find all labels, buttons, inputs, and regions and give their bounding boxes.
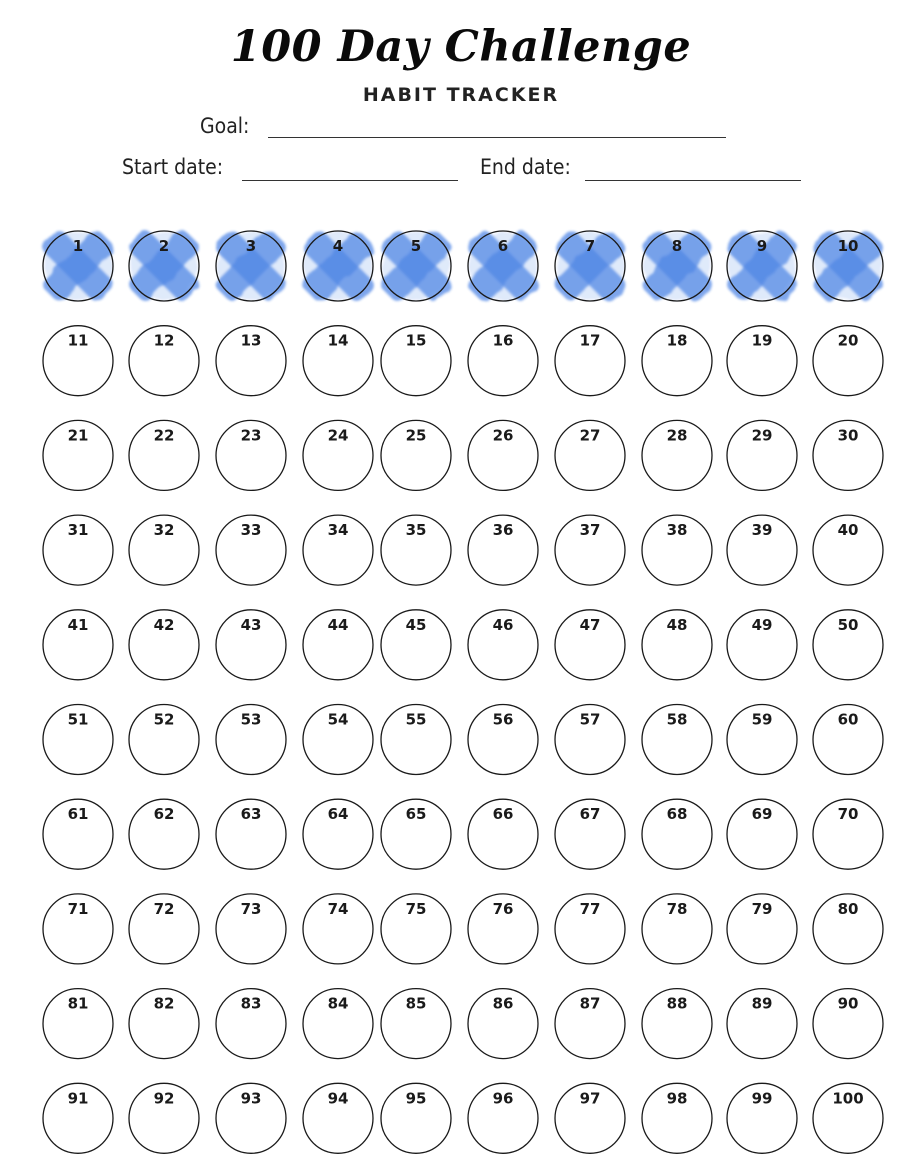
end-date-label: End date: [480, 155, 571, 179]
day-cell[interactable] [381, 326, 451, 396]
day-number: 29 [751, 426, 773, 445]
day-number: 26 [492, 426, 514, 445]
day-number: 46 [492, 615, 514, 634]
day-number: 15 [405, 331, 427, 350]
day-cell[interactable] [129, 610, 199, 680]
day-number: 8 [671, 237, 683, 255]
day-cell[interactable] [810, 228, 886, 304]
day-cell[interactable] [43, 894, 113, 964]
day-cell[interactable] [216, 515, 286, 585]
day-cell[interactable] [813, 326, 883, 396]
day-number: 53 [240, 710, 262, 729]
day-number: 90 [837, 994, 859, 1013]
day-number: 16 [492, 331, 514, 350]
day-number: 64 [327, 805, 349, 824]
day-number: 86 [492, 994, 514, 1013]
day-cell[interactable] [303, 420, 373, 490]
day-number: 51 [67, 710, 89, 729]
day-number: 14 [327, 331, 349, 350]
day-number: 74 [327, 899, 349, 918]
day-number: 69 [751, 805, 773, 824]
day-cell[interactable] [555, 515, 625, 585]
day-cell[interactable] [303, 326, 373, 396]
day-number: 28 [666, 426, 688, 445]
day-cell[interactable] [468, 989, 538, 1059]
day-cell[interactable] [642, 515, 712, 585]
day-cell[interactable] [468, 705, 538, 775]
day-number: 52 [153, 710, 175, 729]
day-cell[interactable] [303, 989, 373, 1059]
day-number: 84 [327, 994, 349, 1013]
day-cell[interactable] [555, 1083, 625, 1153]
day-cell[interactable] [129, 1083, 199, 1153]
day-number: 99 [751, 1089, 773, 1108]
day-cell[interactable] [813, 799, 883, 869]
day-number: 63 [240, 805, 262, 824]
day-cell[interactable] [468, 610, 538, 680]
day-cell[interactable] [642, 989, 712, 1059]
day-number: 7 [584, 237, 596, 255]
day-number: 3 [245, 237, 257, 255]
day-cell[interactable] [642, 326, 712, 396]
day-cell[interactable] [642, 610, 712, 680]
day-cell[interactable] [727, 515, 797, 585]
day-cell[interactable] [555, 610, 625, 680]
day-cell[interactable] [813, 610, 883, 680]
day-cell[interactable] [381, 515, 451, 585]
day-cell[interactable] [727, 326, 797, 396]
day-number: 38 [666, 521, 688, 540]
day-cell[interactable] [555, 894, 625, 964]
day-number: 81 [67, 994, 89, 1013]
day-cell[interactable] [216, 1083, 286, 1153]
day-cell[interactable] [468, 420, 538, 490]
day-number: 41 [67, 615, 89, 634]
day-number: 42 [153, 615, 175, 634]
day-cell[interactable] [813, 894, 883, 964]
day-cell[interactable] [216, 610, 286, 680]
day-number: 59 [751, 710, 773, 729]
day-number: 62 [153, 805, 175, 824]
day-number: 55 [405, 710, 427, 729]
day-cell[interactable] [43, 610, 113, 680]
day-number: 91 [67, 1089, 89, 1108]
day-cell[interactable] [468, 799, 538, 869]
day-cell[interactable] [216, 705, 286, 775]
day-cell[interactable] [129, 894, 199, 964]
day-cell[interactable] [303, 705, 373, 775]
day-number: 76 [492, 899, 514, 918]
day-cell[interactable] [642, 705, 712, 775]
day-cell[interactable] [642, 420, 712, 490]
day-number: 88 [666, 994, 688, 1013]
day-number: 95 [405, 1089, 427, 1108]
day-number: 6 [497, 237, 509, 255]
day-number: 19 [751, 331, 773, 350]
day-cell[interactable] [43, 326, 113, 396]
day-cell[interactable] [642, 1083, 712, 1153]
day-cell[interactable] [555, 326, 625, 396]
day-number: 49 [751, 615, 773, 634]
day-number: 73 [240, 899, 262, 918]
day-cell[interactable] [216, 420, 286, 490]
day-number: 65 [405, 805, 427, 824]
day-number: 17 [579, 331, 601, 350]
day-cell[interactable] [303, 799, 373, 869]
day-number: 13 [240, 331, 262, 350]
day-number: 98 [666, 1089, 688, 1108]
day-number: 93 [240, 1089, 262, 1108]
day-cell[interactable] [213, 228, 289, 304]
day-cell[interactable] [129, 989, 199, 1059]
day-number: 25 [405, 426, 427, 445]
day-number: 30 [837, 426, 859, 445]
day-cell[interactable] [129, 326, 199, 396]
day-number: 44 [327, 615, 349, 634]
day-cell[interactable] [468, 894, 538, 964]
day-cell[interactable] [216, 989, 286, 1059]
day-cell[interactable] [727, 420, 797, 490]
day-number: 94 [327, 1089, 349, 1108]
day-number: 56 [492, 710, 514, 729]
day-number: 54 [327, 710, 349, 729]
day-number: 43 [240, 615, 262, 634]
day-cell[interactable] [381, 1083, 451, 1153]
day-number: 87 [579, 994, 601, 1013]
day-cell[interactable] [555, 705, 625, 775]
day-cell[interactable] [300, 228, 376, 304]
day-cell[interactable] [378, 228, 454, 304]
day-cell[interactable] [468, 1083, 538, 1153]
day-number: 58 [666, 710, 688, 729]
day-number: 12 [153, 331, 175, 350]
day-number: 2 [158, 237, 170, 255]
day-number: 32 [153, 521, 175, 540]
day-cell[interactable] [129, 515, 199, 585]
day-number: 9 [756, 237, 768, 255]
day-number: 18 [666, 331, 688, 350]
day-cell[interactable] [381, 894, 451, 964]
page-title: 100 Day Challenge [230, 22, 692, 72]
day-number: 67 [579, 805, 601, 824]
day-cell[interactable] [303, 1083, 373, 1153]
day-cell[interactable] [129, 705, 199, 775]
day-number: 82 [153, 994, 175, 1013]
day-cell[interactable] [43, 989, 113, 1059]
day-number: 96 [492, 1089, 514, 1108]
day-cell[interactable] [43, 420, 113, 490]
day-cell[interactable] [727, 1083, 797, 1153]
start-date-label: Start date: [122, 155, 224, 179]
day-cell[interactable] [216, 799, 286, 869]
day-cell[interactable] [724, 228, 800, 304]
day-number: 70 [837, 805, 859, 824]
day-number: 5 [410, 237, 422, 255]
day-cell[interactable] [468, 326, 538, 396]
day-number: 33 [240, 521, 262, 540]
day-number: 10 [837, 237, 859, 255]
day-cell[interactable] [555, 989, 625, 1059]
day-cell[interactable] [552, 228, 628, 304]
day-number: 40 [837, 521, 859, 540]
day-number: 45 [405, 615, 427, 634]
day-cell[interactable] [642, 894, 712, 964]
day-number: 71 [67, 899, 89, 918]
day-cell[interactable] [43, 799, 113, 869]
day-number: 77 [579, 899, 601, 918]
day-number: 35 [405, 521, 427, 540]
day-cell[interactable] [381, 420, 451, 490]
day-number: 37 [579, 521, 601, 540]
day-cell[interactable] [468, 515, 538, 585]
day-number: 92 [153, 1089, 175, 1108]
day-cell[interactable] [727, 894, 797, 964]
day-number: 48 [666, 615, 688, 634]
day-number: 68 [666, 805, 688, 824]
day-cell[interactable] [381, 989, 451, 1059]
day-cell[interactable] [555, 799, 625, 869]
day-cell[interactable] [216, 894, 286, 964]
day-number: 22 [153, 426, 175, 445]
goal-label: Goal: [200, 114, 250, 138]
day-number: 50 [837, 615, 859, 634]
day-cell[interactable] [43, 1083, 113, 1153]
day-cell[interactable] [381, 799, 451, 869]
day-number: 31 [67, 521, 89, 540]
day-cell[interactable] [43, 705, 113, 775]
day-number: 4 [332, 237, 344, 255]
day-number: 75 [405, 899, 427, 918]
day-cell[interactable] [727, 989, 797, 1059]
day-number: 78 [666, 899, 688, 918]
day-cell[interactable] [303, 515, 373, 585]
day-cell[interactable] [381, 610, 451, 680]
day-number: 57 [579, 710, 601, 729]
day-cell[interactable] [813, 1083, 883, 1153]
day-cell[interactable] [642, 799, 712, 869]
day-cell[interactable] [727, 705, 797, 775]
day-number: 23 [240, 426, 262, 445]
day-number: 97 [579, 1089, 601, 1108]
day-number: 27 [579, 426, 601, 445]
day-cell[interactable] [40, 228, 116, 304]
day-cell[interactable] [639, 228, 715, 304]
day-cell[interactable] [303, 894, 373, 964]
day-cell[interactable] [43, 515, 113, 585]
day-cell[interactable] [555, 420, 625, 490]
day-number: 20 [837, 331, 859, 350]
day-number: 60 [837, 710, 859, 729]
day-number: 24 [327, 426, 349, 445]
day-cell[interactable] [465, 228, 541, 304]
day-number: 80 [837, 899, 859, 918]
day-cell[interactable] [813, 989, 883, 1059]
day-cell[interactable] [129, 799, 199, 869]
day-number: 47 [579, 615, 601, 634]
day-number: 66 [492, 805, 514, 824]
day-cell[interactable] [727, 799, 797, 869]
day-number: 61 [67, 805, 89, 824]
day-number: 34 [327, 521, 349, 540]
day-number: 1 [72, 237, 84, 255]
day-cell[interactable] [126, 228, 202, 304]
day-cell[interactable] [727, 610, 797, 680]
day-number: 89 [751, 994, 773, 1013]
day-cell[interactable] [813, 420, 883, 490]
day-number: 36 [492, 521, 514, 540]
day-cell[interactable] [813, 515, 883, 585]
day-number: 79 [751, 899, 773, 918]
day-number: 21 [67, 426, 89, 445]
day-cell[interactable] [216, 326, 286, 396]
day-number: 11 [67, 331, 89, 350]
day-cell[interactable] [381, 705, 451, 775]
day-cell[interactable] [813, 705, 883, 775]
day-cell[interactable] [303, 610, 373, 680]
day-number: 72 [153, 899, 175, 918]
day-number: 100 [832, 1089, 864, 1108]
page-subtitle: HABIT TRACKER [362, 84, 560, 106]
day-number: 39 [751, 521, 773, 540]
day-number: 85 [405, 994, 427, 1013]
day-cell[interactable] [129, 420, 199, 490]
day-number: 83 [240, 994, 262, 1013]
